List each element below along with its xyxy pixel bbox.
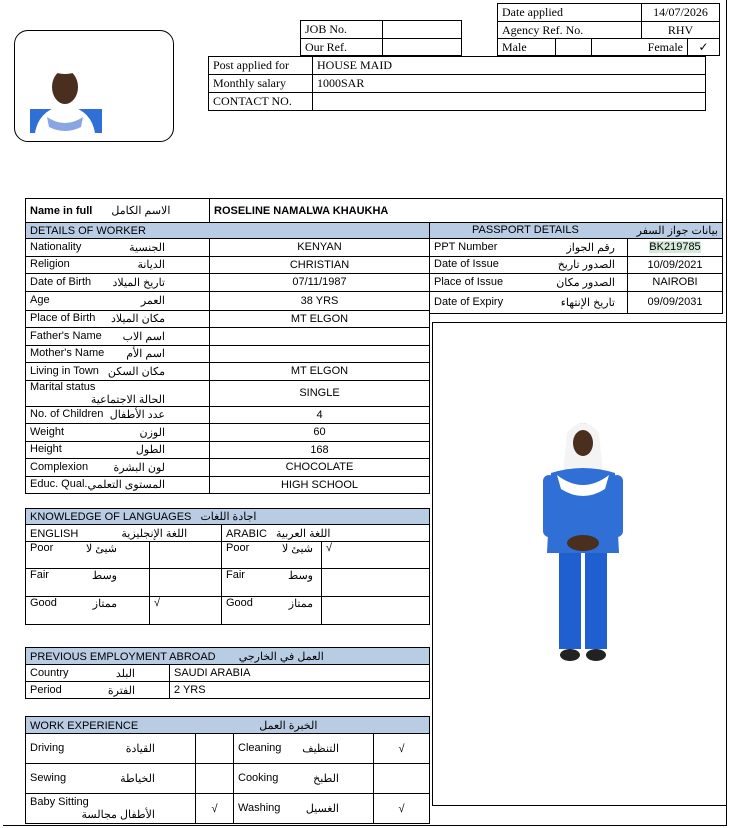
languages-title: KNOWLEDGE OF LANGUAGES (30, 511, 192, 523)
country-label-cell (26, 665, 170, 682)
country-label-ar: البلد (115, 667, 135, 680)
name-label: Name in full (30, 205, 93, 217)
headshot-photo (14, 30, 174, 142)
details-label-ar: تاريخ الميلاد (112, 276, 165, 289)
details-label-cell (26, 345, 210, 363)
details-label-ar: اسم الأم (126, 348, 165, 361)
experience-left-label: Baby Sitting (30, 796, 89, 808)
details-label-cell (26, 424, 210, 442)
passport-value (628, 256, 723, 274)
english-label: ENGLISH (30, 527, 79, 540)
passport-value (628, 239, 723, 257)
details-label: Father's Name (30, 329, 102, 342)
post-table (208, 56, 706, 111)
post-value: HOUSE MAID (313, 57, 706, 75)
period-value: 2 YRS (170, 682, 430, 699)
experience-title-cell (26, 717, 430, 734)
details-label: Nationality (30, 240, 82, 253)
arabic-level-check: √ (322, 542, 430, 569)
passport-title-cell (430, 223, 723, 239)
details-row (26, 476, 430, 494)
passport-value (628, 291, 723, 313)
passport-row (430, 239, 723, 257)
arabic-level-check (322, 569, 430, 597)
passport-row (430, 291, 723, 313)
passport-label-cell (430, 239, 628, 257)
details-row (26, 424, 430, 442)
languages-title-cell (26, 509, 430, 525)
experience-left-ar: الخياطة (120, 773, 155, 785)
our-ref-value (383, 39, 462, 56)
experience-left-label: Sewing (30, 772, 67, 784)
details-label-ar: المستوى التعلمي (87, 479, 165, 492)
details-label: Weight (30, 425, 65, 438)
details-label-cell (26, 441, 210, 459)
details-label-ar: الطول (135, 444, 165, 457)
period-label-ar: الفترة (107, 684, 135, 697)
details-value: KENYAN (210, 239, 430, 257)
languages-title-ar: اجادة اللغات (200, 511, 257, 523)
job-no-value (383, 21, 462, 39)
details-label: Living in Town (30, 364, 99, 377)
details-value: CHRISTIAN (210, 256, 430, 274)
details-value: 60 (210, 424, 430, 442)
arabic-level-check (322, 597, 430, 625)
passport-label: Date of Issue (434, 258, 499, 271)
passport-row (430, 256, 723, 274)
experience-right-check: √ (374, 734, 430, 764)
job-no-label: JOB No. (301, 21, 383, 39)
passport-value (628, 274, 723, 292)
experience-left-check (196, 764, 234, 794)
name-table (25, 198, 723, 223)
details-label: Educ. Qual. (30, 478, 88, 491)
experience-right-check: √ (374, 794, 430, 824)
experience-title-ar: الخبرة العمل (259, 719, 318, 732)
details-label-ar: مكان السكن (107, 365, 165, 378)
details-row (26, 239, 430, 257)
employment-table (25, 647, 430, 699)
details-label: Marital status (30, 380, 96, 393)
details-value: 07/11/1987 (210, 274, 430, 292)
passport-value-text: BK219785 (649, 241, 701, 254)
period-label-cell (26, 682, 170, 699)
details-table (25, 222, 430, 494)
employment-title-cell (26, 648, 430, 665)
details-label-ar: الحالة الاجتماعية (90, 393, 165, 406)
contact-label: CONTACT NO. (209, 93, 313, 111)
details-label-ar: الجنسية (129, 241, 165, 254)
english-level-ar: شيئ لا (85, 543, 117, 555)
experience-right-cell (234, 794, 374, 824)
english-header (26, 525, 222, 542)
experience-right-ar: الطبخ (313, 773, 339, 785)
name-label-cell (26, 199, 210, 223)
female-label: Female (592, 39, 688, 56)
details-value: HIGH SCHOOL (210, 476, 430, 494)
experience-right-ar: التنظيف (302, 743, 339, 755)
details-label-ar: مكان الميلاد (110, 313, 165, 326)
salary-label: Monthly salary (209, 75, 313, 93)
experience-left-ar: القيادة (125, 743, 155, 755)
date-applied-value: 14/07/2026 (642, 4, 720, 22)
details-title: DETAILS OF WORKER (26, 223, 430, 239)
arabic-level-cell (222, 597, 322, 625)
details-row (26, 328, 430, 346)
passport-label: PPT Number (434, 240, 498, 253)
details-label-ar: العمر (140, 295, 165, 307)
details-label-ar: الديانة (137, 259, 165, 272)
experience-right-label: Cleaning (238, 742, 282, 754)
experience-right-label: Washing (238, 802, 281, 814)
arabic-level-ar: شيئ لا (281, 543, 313, 555)
details-row (26, 274, 430, 292)
details-row (26, 291, 430, 310)
details-label: Place of Birth (30, 312, 96, 325)
details-label: Mother's Name (30, 347, 105, 360)
details-label: No. of Children (30, 408, 104, 421)
language-level-row (26, 569, 430, 597)
arabic-level-label: Poor (226, 542, 250, 554)
date-applied-table (497, 3, 720, 39)
experience-left-cell (26, 764, 196, 794)
full-body-image (433, 323, 726, 805)
passport-label-ar: الصدور تاريخ (557, 259, 615, 272)
details-value: 168 (210, 441, 430, 459)
experience-left-check: √ (196, 794, 234, 824)
experience-left-cell (26, 734, 196, 764)
details-row (26, 256, 430, 274)
english-level-check (150, 542, 222, 569)
experience-right-cell (234, 734, 374, 764)
english-level-label: Poor (30, 542, 54, 554)
experience-table (25, 716, 430, 824)
date-applied-label: Date applied (498, 4, 642, 22)
passport-label-ar: الصدور مكان (556, 276, 615, 289)
employment-title: PREVIOUS EMPLOYMENT ABROAD (30, 650, 216, 663)
details-label: Height (30, 443, 62, 456)
details-label: Age (30, 294, 50, 306)
english-level-cell (26, 597, 150, 625)
passport-label-cell (430, 274, 628, 292)
arabic-level-cell (222, 542, 322, 569)
details-value (210, 328, 430, 346)
post-label: Post applied for (209, 57, 313, 75)
english-level-cell (26, 542, 150, 569)
experience-left-label: Driving (30, 742, 65, 754)
arabic-level-label: Good (226, 597, 253, 609)
passport-value-text: 10/09/2021 (647, 258, 703, 271)
arabic-level-cell (222, 569, 322, 597)
details-label-ar: الوزن (139, 426, 165, 439)
details-row (26, 363, 430, 381)
passport-label-cell (430, 291, 628, 313)
name-label-ar: الاسم الكامل (111, 205, 171, 217)
english-level-check: √ (150, 597, 222, 625)
english-level-cell (26, 569, 150, 597)
experience-right-check (374, 764, 430, 794)
details-label-cell (26, 380, 210, 406)
details-label-cell (26, 274, 210, 292)
english-level-check (150, 569, 222, 597)
arabic-label-ar: اللغة العربية (276, 527, 331, 540)
details-value: 38 YRS (210, 291, 430, 310)
details-label-cell (26, 459, 210, 477)
passport-label-ar: تاريخ الإنتهاء (560, 296, 615, 309)
arabic-header (222, 525, 430, 542)
details-label-ar: لون البشرة (113, 461, 165, 474)
experience-row (26, 764, 430, 794)
passport-label-cell (430, 256, 628, 274)
details-label-cell (26, 476, 210, 494)
experience-right-label: Cooking (238, 772, 279, 784)
experience-left-ar: الأطفال مجالسة (81, 809, 155, 821)
experience-row (26, 734, 430, 764)
details-value: CHOCOLATE (210, 459, 430, 477)
arabic-level-label: Fair (226, 569, 245, 581)
details-row (26, 459, 430, 477)
english-level-ar: ممتاز (92, 598, 117, 610)
gender-table (497, 38, 720, 56)
passport-label-ar: رقم الجواز (566, 241, 615, 254)
experience-left-cell (26, 794, 196, 824)
details-label: Complexion (30, 460, 89, 473)
details-label: Religion (30, 258, 70, 271)
details-label-cell (26, 406, 210, 424)
passport-title: PASSPORT DETAILS (472, 224, 579, 236)
languages-table (25, 508, 430, 625)
full-body-photo (432, 322, 727, 806)
passport-title-ar: بيانات جواز السفر (636, 225, 718, 237)
period-label: Period (30, 683, 62, 696)
details-row (26, 310, 430, 328)
experience-row (26, 794, 430, 824)
details-label-cell (26, 328, 210, 346)
salary-value: 1000SAR (313, 75, 706, 93)
details-label-ar: عدد الأطفال (109, 409, 165, 422)
details-label-cell (26, 310, 210, 328)
details-label-cell (26, 256, 210, 274)
male-label: Male (498, 39, 556, 56)
agency-ref-value: RHV (642, 22, 720, 39)
details-value (210, 345, 430, 363)
agency-ref-label: Agency Ref. No. (498, 22, 642, 39)
employment-title-ar: العمل في الخارجي (238, 650, 324, 663)
our-ref-label: Our Ref. (301, 39, 383, 56)
headshot-image (15, 31, 175, 143)
passport-label: Place of Issue (434, 275, 504, 288)
details-label-cell (26, 239, 210, 257)
contact-value (313, 93, 706, 111)
experience-left-check (196, 734, 234, 764)
arabic-level-ar: وسط (288, 570, 313, 582)
details-label-cell (26, 363, 210, 381)
arabic-level-ar: ممتاز (288, 598, 313, 610)
language-level-row (26, 597, 430, 625)
male-check (556, 39, 592, 56)
passport-value-text: 09/09/2031 (647, 296, 703, 308)
passport-table (429, 222, 723, 314)
details-label-cell (26, 291, 210, 310)
passport-label: Date of Expiry (434, 295, 504, 308)
passport-value-text: NAIROBI (652, 276, 698, 289)
name-value: ROSELINE NAMALWA KHAUKHA (210, 199, 723, 223)
arabic-label: ARABIC (226, 527, 267, 540)
english-level-label: Good (30, 597, 57, 609)
experience-right-cell (234, 764, 374, 794)
experience-right-ar: الغسيل (305, 803, 339, 815)
details-value: MT ELGON (210, 310, 430, 328)
details-row (26, 380, 430, 406)
details-row (26, 441, 430, 459)
experience-title: WORK EXPERIENCE (30, 719, 139, 732)
female-check: ✓ (688, 39, 720, 56)
language-level-row (26, 542, 430, 569)
details-value: MT ELGON (210, 363, 430, 381)
details-row (26, 406, 430, 424)
country-value: SAUDI ARABIA (170, 665, 430, 682)
details-value: 4 (210, 406, 430, 424)
details-value: SINGLE (210, 380, 430, 406)
details-label-ar: اسم الاب (122, 330, 165, 343)
job-ref-table (300, 20, 462, 56)
details-label: Date of Birth (30, 275, 92, 288)
english-label-ar: اللغة الإنجليزية (121, 527, 188, 540)
english-level-ar: وسط (92, 570, 117, 582)
english-level-label: Fair (30, 569, 49, 581)
passport-row (430, 274, 723, 292)
details-row (26, 345, 430, 363)
country-label: Country (30, 666, 69, 679)
